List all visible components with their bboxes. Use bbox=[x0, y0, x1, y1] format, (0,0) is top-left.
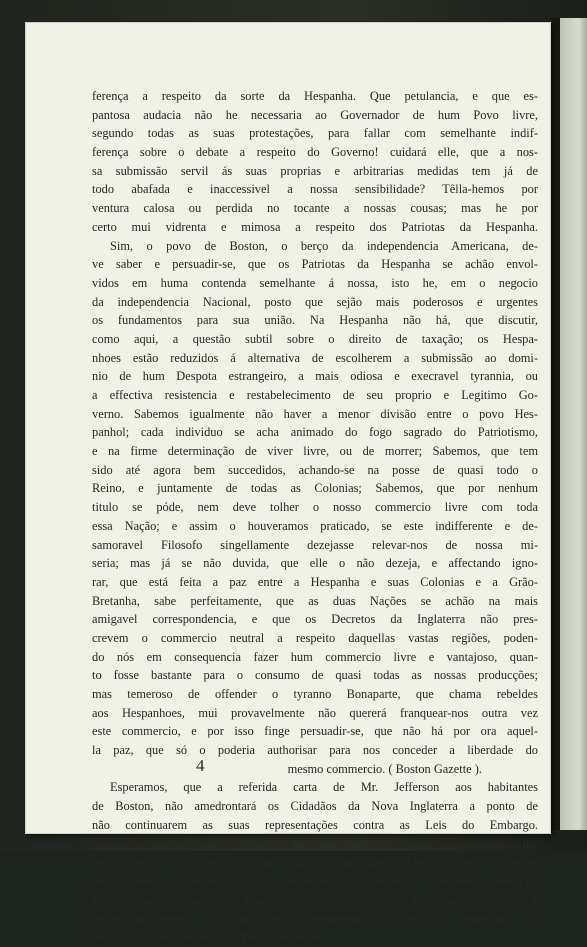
text-line: sa submissão servil ás suas proprias e arbitrarias medidas tem já de bbox=[92, 163, 538, 178]
text-line: sido até agora bem succedidos, achando-se na posse de quasi todo o bbox=[92, 462, 538, 477]
text-line: mesmo commercio. ( Boston Gazette ). bbox=[287, 761, 482, 776]
text-line: como aqui, a questão subtil sobre o direito de taxação; os Hespa- bbox=[92, 331, 538, 346]
text-line: este commercio, e por isso finge persuadir-se, que não há por ora aquel- bbox=[92, 724, 538, 739]
text-line: ferença sobre o debate a respeito do Governo! cuidará elle, que a nos- bbox=[92, 145, 538, 160]
text-line: Reino, e juntamente de todas as Colonias; Sabemos, que por nenhum bbox=[92, 481, 538, 496]
facing-page-edge bbox=[560, 18, 587, 830]
text-line: e na firme determinação de viver livre, ou de morrer; Sabemos, que tem bbox=[92, 444, 538, 459]
text-line: apraz. Se o voto de 11/12 de toda a população d'America, sobre objectos bbox=[92, 855, 538, 870]
text-line: Sim, o povo de Boston, o berço da independencia Americana, de- bbox=[110, 238, 538, 253]
text-line: pantosa audacia não he necessaria ao Governador de hum Povo livre, bbox=[92, 107, 538, 122]
text-line: essa Nação; e assim o houveramos praticado, se este indifferente e de- bbox=[92, 518, 538, 533]
text-line: panhol; cada individuo se acha animado do fogo sagrado do Patriotismo, bbox=[92, 425, 538, 440]
text-line: Bretanha, sabe perfeitamente, que as duas Nações se achão na mais bbox=[92, 593, 538, 608]
text-line: mas temeroso de offender o tyranno Bonaparte, que chama rebeldes bbox=[92, 687, 538, 701]
text-line: ventura calosa ou perdida no tocante a nossas cousas; mas he por bbox=[92, 201, 538, 216]
text-line: os fundamentos para sua união. Na Hespanha não há, que discutir, bbox=[92, 313, 538, 328]
text-line: ve saber e persuadir-se, que os Patriotas da Hespanha se achão envol- bbox=[92, 257, 538, 272]
text-line: verno. Sabemos igualmente não haver a menor divisão entre o povo Hes- bbox=[92, 406, 538, 421]
text-line: nio de hum Despota estrangeiro, a mais odiosa e execravel tyrannia, ou bbox=[92, 369, 538, 384]
text-line: da independencia Nacional, posto que sejão mais poderosos e urgentes bbox=[92, 294, 538, 309]
text-line: certo mui vidrenta e mimosa a respeito dos Patriotas da Hespanha. bbox=[92, 219, 538, 234]
text-line: to fosse bastante para o consumo de quasi todas as nossas producções; bbox=[92, 668, 538, 683]
text-line: Esperamos, que a referida carta de Mr. Jefferson aos habitantes bbox=[110, 780, 538, 795]
text-line: as vantagens, que se julgárão resultar de hum Governo federado, e bbox=[92, 892, 538, 907]
text-line: do nós em consequencia fazer hum commercio livre e vantajoso, quan- bbox=[92, 649, 538, 664]
text-line: de Boston, não amedrontará os Cidadãos da Nova Inglaterra a ponto de bbox=[92, 799, 538, 814]
text-line: seria; mas já se não duvida, que elle o não dezeja, e affectando igno- bbox=[92, 556, 538, 571]
text-line: a effectiva resistencia e restabelecimento de seu proprio e Legitimo Go- bbox=[92, 388, 538, 402]
text-line: não continuarem as suas representações contra as Leis do Embargo. bbox=[92, 817, 538, 832]
page-body-text bbox=[92, 87, 538, 947]
text-line: vidos em huma contenda semelhante á nossa, isto he, em o negocio bbox=[92, 275, 538, 290]
text-line: nhoes estão reduzidos á alternativa de escolherem a submissão ao domi- bbox=[92, 350, 538, 365]
text-line: rar, que está feita a paz entre a Hespanha e suas Colonias e a Grão- bbox=[92, 574, 538, 589]
text-line: aos Hespanhoes, mui provavelmente não quererá franquear-nos outra vez bbox=[92, 705, 538, 720]
text-line: samoravel Filosofo singellamente dezejasse relevar-nos de nossa mi- bbox=[92, 537, 538, 552]
text-line: amigavel correspondencia, e que os Decretos da Inglaterra não pres- bbox=[92, 612, 538, 627]
text-line: melhorar a condição de nossa Patria commum. bbox=[92, 929, 324, 944]
text-line: ferença a respeito da sorte da Hespanha. Que petulancia, e que es- bbox=[92, 89, 538, 103]
text-line: Elles farão o que devem, ainda que Mr. Jefferson execute o que lhe bbox=[92, 836, 538, 851]
text-line: titulo se póde, nem deve tolher o nosso commercio livre com toda bbox=[92, 500, 538, 515]
text-line: tornar ao estado, de que nós gostosamente sahimos, na esperança de bbox=[92, 911, 538, 926]
text-line: de interesse Nacional, fôr despresado, poderemos tambem renunciar bbox=[92, 873, 538, 888]
text-line: segundo todas as suas protestações, para fallar com semelhante indif- bbox=[92, 126, 538, 141]
text-line: todo abafada e inaccessivel a nossa sensibilidade? Têlla-hemos por bbox=[92, 182, 538, 197]
book-spine-gap bbox=[551, 18, 560, 830]
text-line: crevem o commercio neutral a respeito daquellas vastas regiões, poden- bbox=[92, 630, 538, 645]
text-line: la paz, que só o poderia authorisar para nos conceder a liberdade do bbox=[92, 743, 538, 758]
page-number: 4 bbox=[196, 756, 205, 775]
